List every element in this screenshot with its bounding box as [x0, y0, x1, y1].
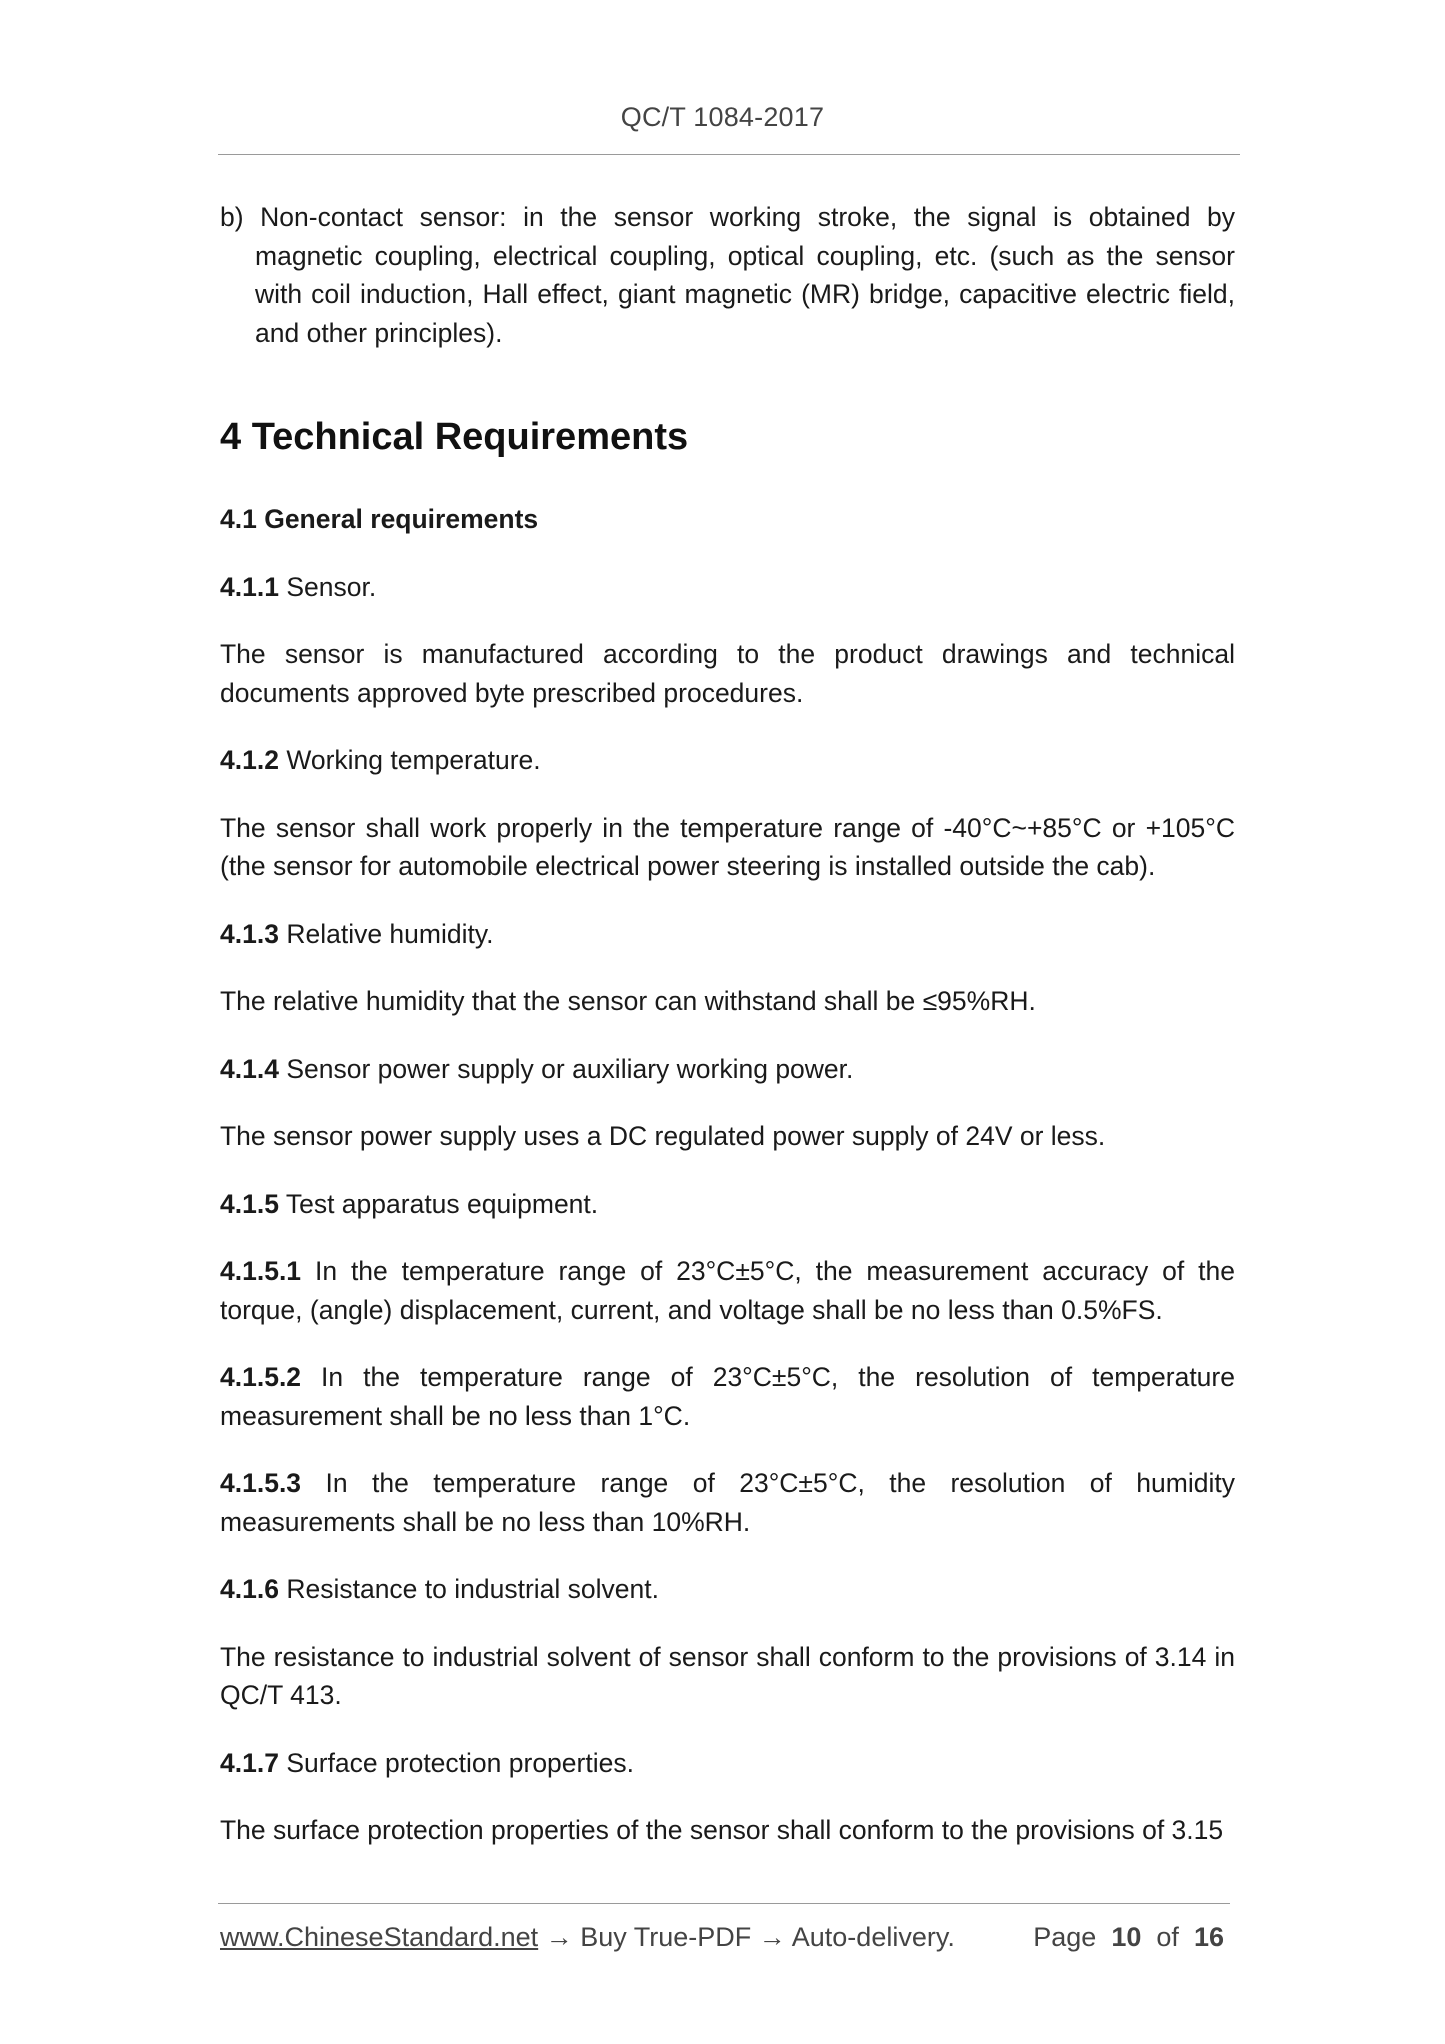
arrow-icon: → [751, 1922, 792, 1952]
clause-title: Sensor power supply or auxiliary working power. [286, 1053, 854, 1084]
clause-paragraph [220, 1252, 1235, 1329]
clause-number: 4.1.2 [220, 745, 279, 775]
clause-body: In the temperature range of 23°C±5°C, the resolution of humidity measurements shall be no less than 10%RH. [220, 1468, 1235, 1537]
clause-number: 4.1.5.2 [220, 1362, 302, 1392]
section-heading: 4 Technical Requirements [220, 416, 689, 458]
clause-number: 4.1.7 [220, 1747, 279, 1778]
of-label: of [1156, 1922, 1179, 1952]
footer-divider [218, 1903, 1230, 1904]
list-item-b: b) Non-contact sensor: in the sensor working stroke, the signal is obtained by magnetic coupling, electrical coupling, optical coupling, etc. (such as the sensor with coil induction, Hall effect, giant magnetic (MR) bridge, capacitive electric field, and other principles). [220, 202, 1235, 348]
clause-text: The sensor power supply uses a DC regulated power supply of 24V or less. [220, 1121, 1106, 1151]
clause-title: Working temperature. [286, 745, 541, 775]
page-label: Page [1033, 1922, 1097, 1952]
arrow-icon: → [538, 1922, 581, 1952]
page-footer [220, 1922, 1232, 1962]
clause-number: 4.1.5 [220, 1188, 279, 1219]
clause-text: The sensor shall work properly in the temperature range of -40°C~+85°C or +105°C (the sensor for automobile electrical power steering is installed outside the cab). [220, 812, 1235, 881]
clause-paragraph [220, 1358, 1235, 1435]
clause-number: 4.1.4 [220, 1053, 279, 1084]
clause-text: The relative humidity that the sensor can withstand shall be ≤95%RH. [220, 986, 1036, 1016]
header-divider [218, 154, 1240, 155]
standard-id: QC/T 1084-2017 [620, 102, 825, 132]
clause-heading [220, 1185, 1235, 1224]
clause-number: 4.1.6 [220, 1574, 279, 1604]
clause-heading [220, 568, 1235, 607]
delivery-text: Auto-delivery. [791, 1922, 955, 1952]
clause-body: In the temperature range of 23°C±5°C, the measurement accuracy of the torque, (angle) displacement, current, and voltage shall be no less than 0.5%FS. [220, 1256, 1235, 1325]
clause-number: 4.1.1 [220, 571, 279, 602]
page-current: 10 [1111, 1922, 1142, 1952]
clause-text: The surface protection properties of the sensor shall conform to the provisions of 3.15 [220, 1815, 1224, 1845]
subsection-heading: 4.1 General requirements [220, 504, 539, 534]
clause-heading [220, 915, 1235, 954]
clause-text: The resistance to industrial solvent of sensor shall conform to the provisions of 3.14 in QC/T 413. [220, 1641, 1235, 1710]
footer-promo [220, 1922, 955, 1953]
clause-heading [220, 1050, 1235, 1089]
clause-number: 4.1.3 [220, 918, 279, 949]
page-indicator [1033, 1922, 1224, 1953]
document-header [0, 102, 1445, 133]
clause-number: 4.1.5.3 [220, 1468, 302, 1498]
page-total: 16 [1193, 1922, 1224, 1952]
clause-title: Test apparatus equipment. [285, 1188, 599, 1219]
clause-title: Sensor. [286, 571, 377, 602]
clause-heading [220, 1570, 1235, 1609]
clause-number: 4.1.5.1 [220, 1256, 302, 1286]
buy-text: Buy True-PDF [580, 1922, 752, 1952]
clause-body: In the temperature range of 23°C±5°C, the resolution of temperature measurement shall be no less than 1°C. [220, 1362, 1235, 1431]
clause-title: Surface protection properties. [286, 1747, 634, 1778]
site-link[interactable]: www.ChineseStandard.net [220, 1922, 539, 1952]
clause-text: The sensor is manufactured according to the product drawings and technical documents approved byte prescribed procedures. [220, 639, 1235, 708]
clause-paragraph [220, 1464, 1235, 1541]
clause-title: Relative humidity. [286, 918, 494, 949]
clause-heading [220, 1744, 1235, 1783]
page-body [220, 198, 1235, 1850]
clause-title: Resistance to industrial solvent. [286, 1574, 659, 1604]
clause-heading [220, 741, 1235, 780]
